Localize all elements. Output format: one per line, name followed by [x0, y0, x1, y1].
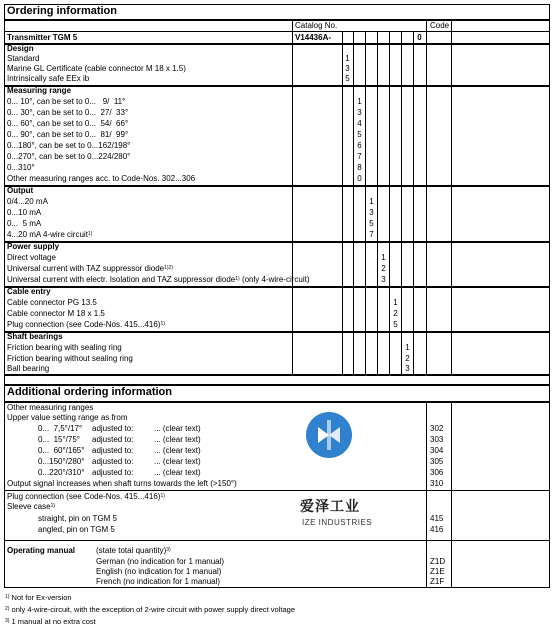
output-heading: Output — [7, 186, 34, 195]
divider — [4, 374, 550, 376]
shaft-code: 1 — [405, 343, 410, 352]
range-value: 0... 7,5°/17° — [38, 424, 83, 433]
catalog-zero: 0 — [417, 33, 422, 42]
ordering-sheet — [4, 4, 550, 588]
divider — [4, 19, 550, 21]
shaft-code: 2 — [405, 354, 410, 363]
footnote-ref: 1) — [87, 231, 93, 237]
shaft-option: Friction bearing without sealing ring — [7, 354, 133, 363]
cable-code: 1 — [393, 298, 398, 307]
footnote-ref: 1)2) — [164, 265, 174, 271]
manual-heading: Operating manual — [7, 546, 76, 555]
range-adjust: adjusted to: — [92, 468, 134, 477]
product-name: Transmitter TGM 5 — [7, 33, 78, 42]
output-code: 1 — [369, 197, 374, 206]
output-option: 0/4...20 mA — [7, 197, 48, 206]
grid-line — [353, 31, 354, 374]
upper-value-label: Upper value setting range as from — [7, 413, 128, 422]
code-label: Code — [430, 21, 450, 30]
footnote-ref: 1) — [160, 493, 165, 499]
divider — [4, 185, 550, 187]
divider — [4, 490, 550, 491]
divider — [4, 540, 550, 541]
manual-option: English (no indication for 1 manual) — [96, 567, 222, 576]
footnote-ref: 3) — [166, 547, 171, 553]
range-adjust: adjusted to: — [92, 446, 134, 455]
range-value: 0...150°/280° — [38, 457, 85, 466]
power-code: 3 — [381, 275, 386, 284]
range-clear-text: ... (clear text) — [154, 424, 201, 433]
sleeve-code: 415 — [430, 514, 444, 523]
range-code: 306 — [430, 468, 444, 477]
design-code: 3 — [345, 64, 350, 73]
range-adjust: adjusted to: — [92, 457, 134, 466]
divider — [4, 43, 550, 45]
power-option: Direct voltage — [7, 253, 56, 262]
footnote: $^{1)}$ Not for Ex-version — [5, 593, 72, 602]
cable-code: 2 — [393, 309, 398, 318]
manual-code: Z1D — [430, 557, 446, 566]
divider — [4, 85, 550, 87]
plug-option: Plug connection (see Code-Nos. 415...416)$^{1)}$ — [7, 492, 165, 501]
output-option: 0...10 mA — [7, 208, 42, 217]
output-code: 3 — [369, 208, 374, 217]
signal-code: 310 — [430, 479, 444, 488]
measuring-code: 4 — [357, 119, 362, 128]
divider — [4, 31, 550, 32]
range-clear-text: ... (clear text) — [154, 457, 201, 466]
measuring-code: 7 — [357, 152, 362, 161]
grid-line — [426, 401, 427, 587]
power-code: 2 — [381, 264, 386, 273]
output-code: 5 — [369, 219, 374, 228]
other-ranges-label: Other measuring ranges — [7, 403, 94, 412]
design-code: 1 — [345, 54, 350, 63]
cable-option: Cable connector M 18 x 1.5 — [7, 309, 105, 318]
output-code: 7 — [369, 230, 374, 239]
measuring-option: 0... 10°, can be set to 0... 9/ 11° — [7, 97, 126, 106]
cable-code: 5 — [393, 320, 398, 329]
measuring-code: 8 — [357, 163, 362, 172]
measuring-code: 5 — [357, 130, 362, 139]
catalog-prefix: V14436A- — [295, 33, 332, 42]
ordering-title: Ordering information — [7, 5, 117, 17]
output-option: 0... 5 mA — [7, 219, 42, 228]
design-code: 5 — [345, 74, 350, 83]
measuring-code: 0 — [357, 174, 362, 183]
range-clear-text: ... (clear text) — [154, 435, 201, 444]
brand-name-en: IZE INDUSTRIES — [302, 518, 373, 527]
measuring-option: 0...310° — [7, 163, 35, 172]
brand-name-cn: 爱泽工业 — [300, 498, 360, 514]
design-heading: Design — [7, 44, 34, 53]
measuring-code: 6 — [357, 141, 362, 150]
power-option: Universal current with TAZ suppressor diode$^{1)2)}$ — [7, 264, 174, 273]
range-adjust: adjusted to: — [92, 424, 134, 433]
measuring-option: Other measuring ranges acc. to Code-Nos. 302...306 — [7, 174, 196, 183]
catalog-label: Catalog No. — [295, 21, 338, 30]
manual-code: Z1F — [430, 577, 445, 586]
range-clear-text: ... (clear text) — [154, 446, 201, 455]
measuring-code: 3 — [357, 108, 362, 117]
footnote: $^{3)}$ 1 manual at no extra cost — [5, 617, 96, 626]
cable-option: Plug connection (see Code-Nos. 415...416)$^{1)}$ — [7, 320, 165, 329]
signal-option: Output signal increases when shaft turns towards the left (>150°) — [7, 479, 237, 488]
sleeve-option: straight, pin on TGM 5 — [38, 514, 117, 523]
shaft-code: 3 — [405, 364, 410, 373]
shaft-option: Friction bearing with sealing ring — [7, 343, 122, 352]
shaft-heading: Shaft bearings — [7, 332, 63, 341]
design-option: Intrinsically safe EEx ib — [7, 74, 90, 83]
footnote: $^{2)}$ only 4-wire-circuit, with the exception of 2-wire circuit with power supply direct voltage — [5, 605, 295, 614]
footnote-ref: 1) — [235, 276, 240, 282]
divider — [4, 286, 550, 288]
output-option: 4...20 mA 4-wire circuit$^{1)}$ — [7, 230, 93, 239]
grid-line — [413, 31, 414, 374]
range-clear-text: ... (clear text) — [154, 468, 201, 477]
range-code: 304 — [430, 446, 444, 455]
range-adjust: adjusted to: — [92, 435, 134, 444]
additional-title: Additional ordering information — [7, 386, 172, 398]
sleeve-label: Sleeve case$^{1)}$ — [7, 502, 56, 511]
design-option: Marine GL Certificate (cable connector M 18 x 1.5) — [7, 64, 186, 73]
grid-line — [451, 19, 452, 374]
range-value: 0...220°/310° — [38, 468, 85, 477]
grid-line — [292, 19, 293, 374]
brand-logo-icon — [305, 411, 353, 459]
measuring-option: 0...180°, can be set to 0...162/198° — [7, 141, 131, 150]
power-code: 1 — [381, 253, 386, 262]
measuring-option: 0... 90°, can be set to 0... 81/ 99° — [7, 130, 129, 139]
measuring-code: 1 — [357, 97, 362, 106]
sleeve-option: angled, pin on TGM 5 — [38, 525, 115, 534]
cable-option: Cable connector PG 13.5 — [7, 298, 97, 307]
divider — [4, 331, 550, 333]
manual-option: German (no indication for 1 manual) — [96, 557, 225, 566]
divider — [4, 241, 550, 243]
manual-option: French (no indication for 1 manual) — [96, 577, 221, 586]
manual-code: Z1E — [430, 567, 445, 576]
range-value: 0... 60°/165° — [38, 446, 85, 455]
measuring-option: 0... 30°, can be set to 0... 27/ 33° — [7, 108, 129, 117]
range-code: 302 — [430, 424, 444, 433]
grid-line — [451, 401, 452, 587]
measuring-option: 0...270°, can be set to 0...224/280° — [7, 152, 131, 161]
sleeve-code: 416 — [430, 525, 444, 534]
footnote-ref: 1) — [160, 321, 165, 327]
grid-line — [426, 19, 427, 374]
shaft-option: Ball bearing — [7, 364, 50, 373]
footnote-ref: 1) — [50, 503, 56, 509]
measuring-option: 0... 60°, can be set to 0... 54/ 66° — [7, 119, 129, 128]
grid-line — [377, 31, 378, 374]
power-option: Universal current with electr. Isolation and TAZ suppressor diode$^{1)}$ (only 4-wire-circuit) — [7, 275, 310, 284]
design-option: Standard — [7, 54, 40, 63]
measuring-heading: Measuring range — [7, 86, 72, 95]
range-code: 303 — [430, 435, 444, 444]
manual-note: (state total quantity)$^{3)}$ — [96, 546, 171, 555]
range-value: 0... 15°/75° — [38, 435, 80, 444]
grid-line — [401, 31, 402, 374]
cable-heading: Cable entry — [7, 287, 51, 296]
range-code: 305 — [430, 457, 444, 466]
power-heading: Power supply — [7, 242, 60, 251]
